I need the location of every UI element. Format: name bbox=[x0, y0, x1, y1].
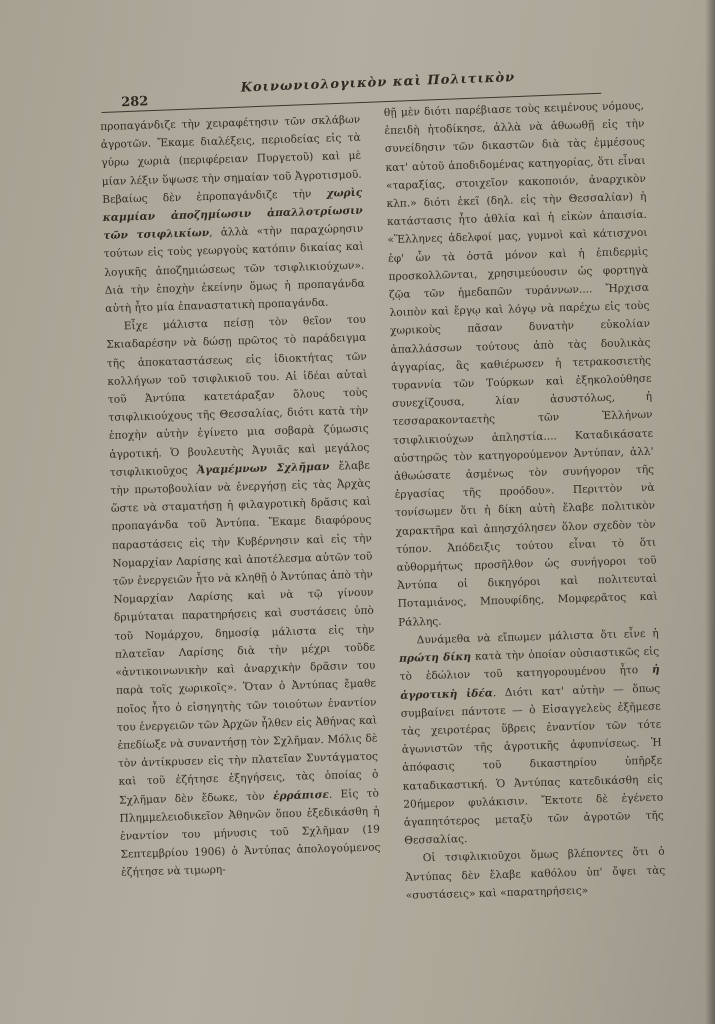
text-run: Δυνάμεθα νὰ εἴπωμεν μάλιστα ὅτι εἶνε ἡ bbox=[416, 627, 659, 647]
text-run: . Εἰς τὸ Πλημμελειοδικεῖον Ἀθηνῶν ὅπου ἐξεδικάσθη ἡ ἐναντίον του μήνυσις τοῦ Σχλῆμαν (19 Σεπτεμβρίου 1906) ὁ Ἀντύπας ἀπολογούμενος ἐζήτησε νὰ τιμωρη- bbox=[119, 786, 381, 880]
paragraph bbox=[106, 311, 382, 882]
emphasis-text: Ἀγαμέμνων Σχλῆμαν bbox=[196, 460, 330, 477]
paragraph bbox=[398, 624, 664, 850]
emphasis-text: χωρὶς καμμίαν ἀποζημίωσιν ἀπαλλοτρίωσιν τῶν τσιφλικίων bbox=[102, 186, 363, 243]
emphasis-text: ἡ ἀγροτικὴ ἰδέα bbox=[400, 663, 660, 702]
paragraph bbox=[405, 843, 666, 905]
text-run: προπαγάνδιζε τὴν χειραφέτησιν τῶν σκλάβων ἀγροτῶν. Ἔκαμε διαλέξεις, περιοδείας εἰς τὰ γύρω χωριὰ (περιφέρειαν Πυργετοῦ) καὶ μὲ μίαν λέξιν ὕψωσε τὴν σημαίαν τοῦ Ἀγροτισμοῦ. Βεβαίως δὲν ἐπροπαγάνδιζε τὴν bbox=[100, 113, 362, 206]
emphasis-text: πρώτη δίκη bbox=[399, 650, 472, 665]
text-run: Οἱ τσιφλικιοῦχοι ὅμως βλέποντες ὅτι ὁ Ἀντύπας δὲν ἔλαβε καθόλου ὑπ' ὄψει τὰς «συστάσεις» καὶ «παρατηρήσεις» bbox=[405, 845, 666, 902]
paragraph bbox=[384, 97, 659, 632]
page-number: 282 bbox=[120, 94, 149, 111]
emphasis-text: ἐρράπισε bbox=[272, 788, 330, 802]
text-run: , ἀλλὰ «τὴν παραχώρησιν τούτων εἰς τοὺς γεωργοὺς κατόπιν δικαίας καὶ λογικῆς ἀποζημιώσεως τῶν τσιφλικιούχων». Διὰ τὴν ἐποχὴν ἐκείνην ὅμως ἡ προπαγάνδα αὐτὴ ἦτο μία ἐπαναστατικὴ προπαγάνδα. bbox=[103, 222, 365, 315]
page-edge-shadow bbox=[705, 0, 715, 1024]
text-run: Εἶχε μάλιστα πείσῃ τὸν θεῖον του Σκιαδαρέσην νὰ δώσῃ πρῶτος τὸ παράδειγμα τῆς ἀποκαταστάσεως εἰς ἰδιοκτήτας τῶν κολλήγων τοῦ τσιφλικιοῦ του. Αἱ ἰδέαι αὐταὶ τοῦ Ἀντύπα κατετάραξαν ὅλους τοὺς τσιφλικιούχους τῆς Θεσσαλίας, διότι κατὰ τὴν ἐποχὴν αὐτὴν ἐγίνετο μια σοβαρὰ ζύμωσις ἀγροτική. Ὁ βουλευτὴς Ἀγυιᾶς καὶ μεγάλος τσιφλικιοῦχος bbox=[106, 313, 370, 479]
text-run: θῇ μὲν διότι παρέβιασε τοὺς κειμένους νόμους, ἐπειδὴ ἠτοδίκησε, ἀλλὰ νὰ ἀθωωθῇ εἰς τὴν συνείδησιν τῶν δικαστῶν διὰ τὰς ἐμμέσους κατ' αὐτοῦ ἀποδιδομένας κατηγορίας, ὅτι εἶναι «ταραξίας, στοιχεῖον κακοποιόν, ἀναρχικὸν κλπ.» διότι ἐκεῖ (δηλ. εἰς τὴν Θεσσαλίαν) ἡ κατάστασις ἦτο ἀθλία καὶ ἡ εἰκὼν ἀπαισία. «Ἕλληνες ἀδελφοί μας, γυμνοὶ καὶ κάτισχνοι ἐφ' ὧν τὰ ὀστᾶ μόνον καὶ ἡ ἐπιδερμὶς προσκολλῶνται, χρησιμεύουσιν ὡς φορτηγὰ ζῷα τῶν ἡμεδαπῶν τυράννων.... Ἤρχισα λοιπὸν καὶ ἔργῳ καὶ λόγῳ νὰ παρέχω εἰς τοὺς χωρικοὺς πᾶσαν δυνατὴν εὐκολίαν ἀπαλλάσσων τούτους ἀπὸ τὰς δουλικὰς ἀγγαρίας, ἃς καθιέρωσεν ἡ τετρακοσιετὴς τυραννία τῶν Τούρκων καὶ ἐξηκολούθησε συνεχίζουσα, λίαν ἀσυστόλως, ἡ τεσσαρακονταετὴς τῶν Ἑλλήνων τσιφλικιούχων ἀπληστία.... Καταδικάσατε αὐστηρῶς τὸν κατηγορούμενον Ἀντύπαν, ἀλλ' ἀθωώσατε ἀσμένως τὸν συνήγορον τῆς ἐργασίας τῆς προόδου». Περιττὸν νὰ τονίσωμεν ὅτι ἡ δίκη αὐτὴ ἔλαβε πολιτικὸν χαρακτῆρα καὶ ἀπησχόλησεν ὅλον σχεδὸν τὸν τύπον. Ἀπόδειξις τούτου εἶναι τὸ ὅτι αὐθορμήτως προσῆλθον ὡς συνήγοροι τοῦ Ἀντύπα οἱ δικηγόροι καὶ πολιτευταὶ Ποταμιάνος, Μπουφίδης, Μομφερᾶτος καὶ Ράλλης. bbox=[383, 99, 658, 629]
left-column bbox=[100, 111, 381, 882]
right-column bbox=[384, 97, 666, 905]
text-run: ἔλαβε τὴν πρωτοβουλίαν νὰ ἐνεργήσῃ εἰς τὰς Ἀρχὰς ὥστε νὰ σταματήσῃ ἡ φιλαγροτικὴ δρᾶσις καὶ προπαγάνδα τοῦ Ἀντύπα. Ἔκαμε διαφόρους παραστάσεις εἰς τὴν Κυβέρνησιν καὶ εἰς τὴν Νομαρχίαν Λαρίσης καὶ ἀποτέλεσμα αὐτῶν τοῦ τῶν ἐνεργειῶν ἦτο νὰ κληθῇ ὁ Ἀντύπας ἀπὸ τὴν Νομαρχίαν Λαρίσης καὶ νὰ τῷ γίνουν δριμύταται παρατηρήσεις καὶ συστάσεις ὑπὸ τοῦ Νομάρχου, δημοσίᾳ μάλιστα εἰς τὴν πλατεῖαν Λαρίσης διὰ τὴν μέχρι τοῦδε «ἀντικοινωνικὴν καὶ ἀναρχικὴν δρᾶσιν του παρὰ τοῖς χωρικοῖς». Ὅταν ὁ Ἀντύπας ἔμαθε ποῖος ἦτο ὁ εἰσηγητὴς τῶν τοιούτων ἐναντίον του ἐνεργειῶν τῶν Ἀρχῶν ἦλθεν εἰς Ἀθήνας καὶ ἐπεδίωξε νὰ συναντήσῃ τὸν Σχλῆμαν. Μόλις δὲ τὸν ἀντίκρυσεν εἰς τὴν πλατεῖαν Συντάγματος καὶ τοῦ ἐζήτησε ἐξηγήσεις, τὰς ὁποίας ὁ Σχλῆμαν δὲν ἔδωκε, τὸν bbox=[110, 459, 379, 807]
running-title: Κοινωνιολογικὸν καὶ Πολιτικὸν bbox=[240, 70, 516, 96]
text-run: κατὰ τὴν ὁποίαν οὐσιαστικῶς εἰς τὸ ἑδώλιον τοῦ κατηγορουμένου ἦτο bbox=[399, 645, 660, 684]
paragraph bbox=[100, 111, 365, 318]
text-run: . Διότι κατ' αὐτὴν — ὅπως συμβαίνει πάντοτε — ὁ Εἰσαγγελεὺς ἐξῆμεσε τὰς χειροτέρας ὕβρεις ἐναντίον τῶν τότε ἀγωνιστῶν τῆς ἀγροτικῆς ἀφυπνίσεως. Ἡ ἀπόφασις τοῦ δικαστηρίου ὑπῆρξε καταδικαστική. Ὁ Ἀντύπας κατεδικάσθη εἰς 20ήμερον φυλάκισιν. Ἔκτοτε δὲ ἐγένετο ἀγαπητότερος μεταξὺ τῶν ἀγροτῶν τῆς Θεσσαλίας. bbox=[400, 682, 664, 847]
